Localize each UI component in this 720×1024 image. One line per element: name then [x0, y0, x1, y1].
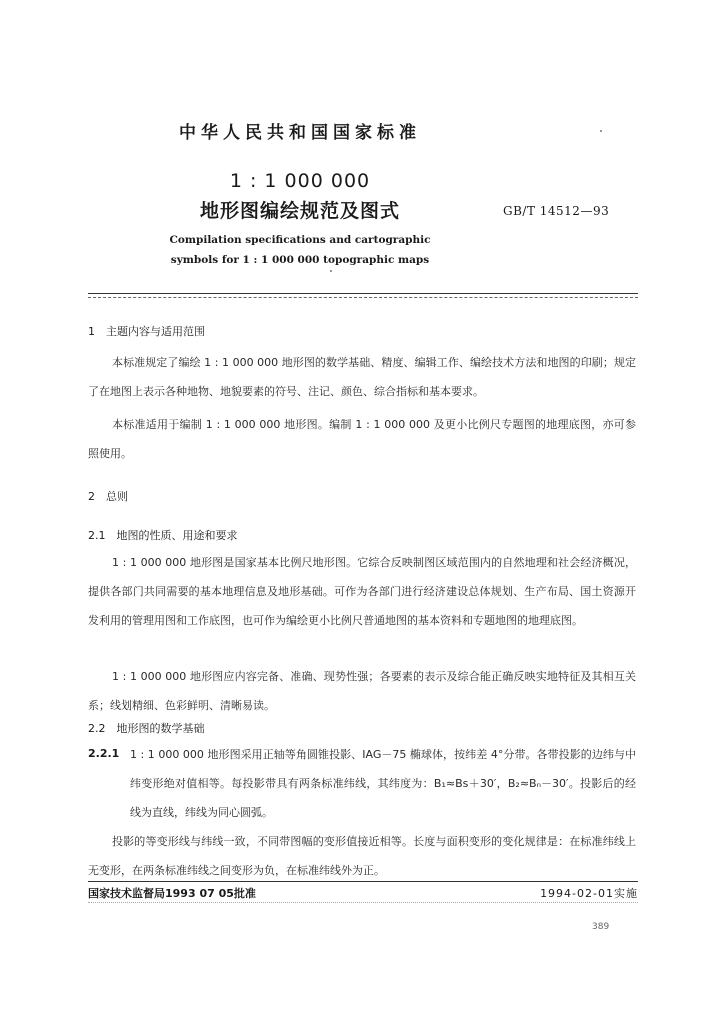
- english-title: [0, 230, 600, 270]
- english-title-line-1: Compilation specifications and cartographic: [169, 234, 431, 246]
- section-2-2-1-paragraph-2: 投影的等变形线与纬线一致，不同带图幅的变形值接近相等。长度与面积变形的变化规律是：在标准纬线上无变形，在两条标准纬线之间变形为负，在标准纬线外为正。: [88, 835, 636, 877]
- standard-code: GB/T 14512—93: [503, 204, 610, 218]
- approval-date: 国家技术监督局1993 07 05批准: [88, 887, 256, 900]
- header-divider-bottom: [88, 297, 638, 298]
- footer-bottom-rule: [88, 902, 638, 903]
- section-2-2-heading: 2.2 地形图的数学基础: [88, 722, 205, 735]
- section-2-2-1-number: 2.2.1: [88, 747, 120, 760]
- section-2-1-paragraph-2: 1 : 1 000 000 地形图应内容完备、准确、现势性强；各要素的表示及综合能正确反映实地特征及其相互关系；线划精细、色彩鲜明、清晰易读。: [88, 670, 636, 712]
- scan-speck: [330, 270, 332, 272]
- map-scale-heading: 1 : 1 000 000: [229, 170, 371, 192]
- footer-divider: [88, 881, 638, 882]
- section-2-1-heading: 2.1 地图的性质、用途和要求: [88, 529, 238, 542]
- english-title-line-2: symbols for 1 : 1 000 000 topographic maps: [170, 254, 430, 266]
- effective-date: 1994-02-01实施: [540, 887, 638, 900]
- section-2-2-1-paragraph-1: 1 : 1 000 000 地形图采用正轴等角圆锥投影、IAG－75 椭球体，按纬差 4°分带。各带投影的边纬与中纬变形绝对值相等。每投影带具有两条标准纬线，其纬度为：B₁≈Bs＋30′，B₂≈Bₙ－30′。投影后的经线为直线，纬线为同心圆弧。: [130, 748, 636, 819]
- section-2-heading: 2 总则: [88, 490, 128, 503]
- section-1-paragraph-1: 本标准规定了编绘 1 : 1 000 000 地形图的数学基础、精度、编辑工作、编绘技术方法和地图的印刷；规定了在地图上表示各种地物、地貌要素的符号、注记、颜色、综合指标和基本要求。: [88, 356, 636, 398]
- issuing-authority-title: 中华人民共和国国家标准: [179, 123, 421, 143]
- header-divider-top: [88, 293, 638, 294]
- document-title: 地形图编绘规范及图式: [199, 200, 400, 222]
- section-1-heading: 1 主题内容与适用范围: [88, 325, 205, 338]
- section-2-1-paragraph-1: 1 : 1 000 000 地形图是国家基本比例尺地形图。它综合反映制图区域范围内的自然地理和社会经济概况，提供各部门共同需要的基本地理信息及地形基础。可作为各部门进行经济建设总体规划、生产布局、国土资源开发利用的管理用图和工作底图，也可作为编绘更小比例尺普通地图的基本资料和专题地图的地理底图。: [88, 556, 636, 627]
- section-1-paragraph-2: 本标准适用于编制 1 : 1 000 000 地形图。编制 1 : 1 000 000 及更小比例尺专题图的地理底图，亦可参照使用。: [88, 418, 636, 460]
- scan-speck: [600, 130, 602, 132]
- page-number: 389: [592, 922, 610, 932]
